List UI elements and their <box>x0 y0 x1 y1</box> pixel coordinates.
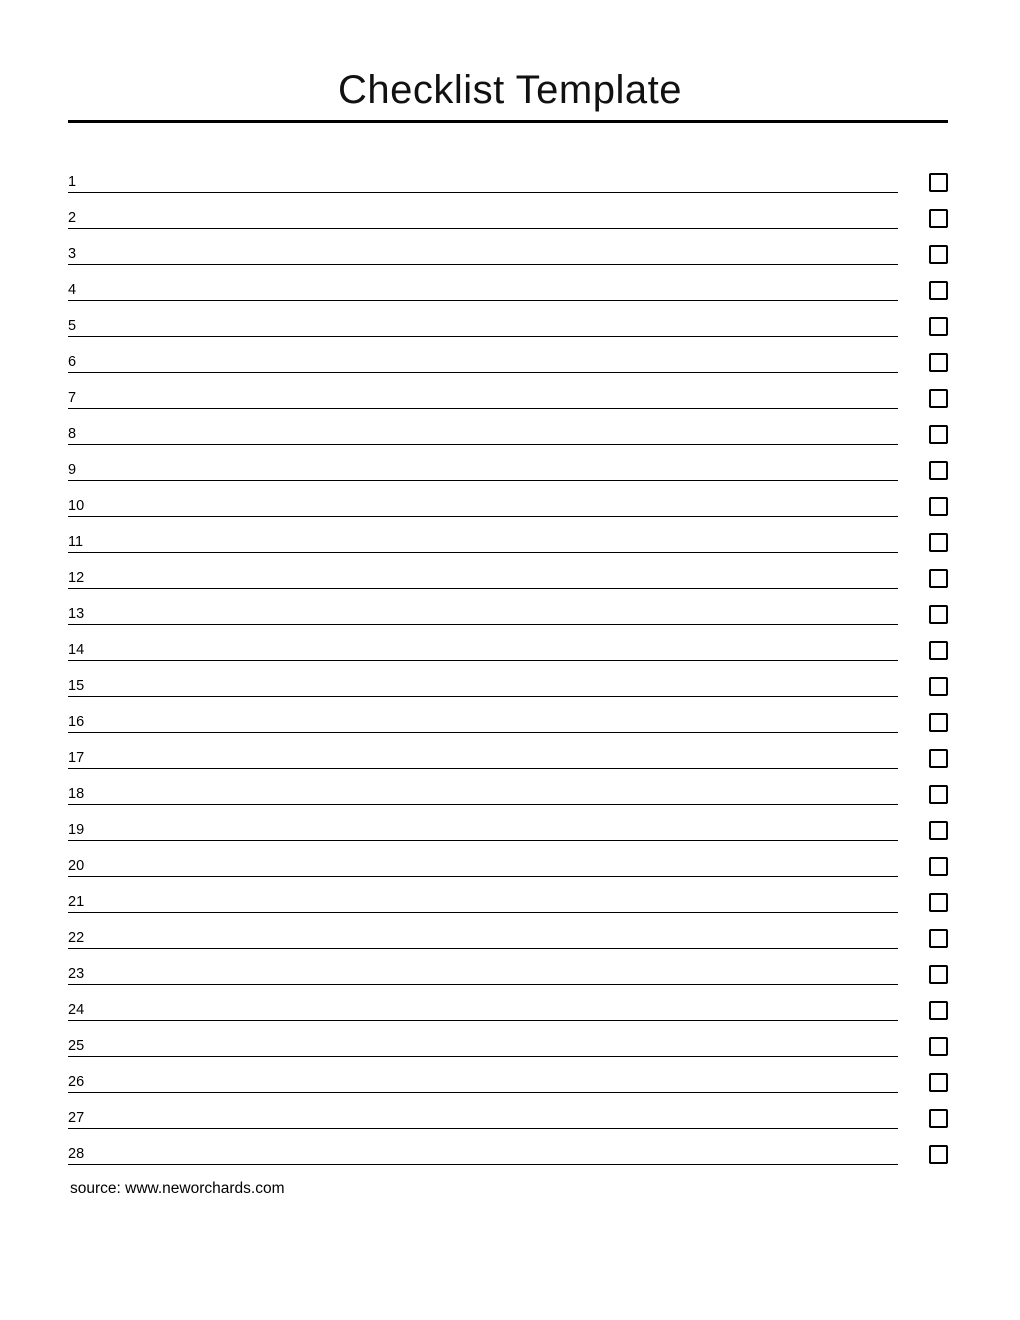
row-checkbox-cell <box>898 785 948 805</box>
checkbox-icon[interactable] <box>929 1037 948 1056</box>
checkbox-icon[interactable] <box>929 425 948 444</box>
checkbox-icon[interactable] <box>929 569 948 588</box>
checklist-row-line <box>68 921 898 949</box>
row-number: 15 <box>68 677 85 694</box>
table-row <box>68 1093 948 1129</box>
row-number: 1 <box>68 173 77 190</box>
checkbox-icon[interactable] <box>929 281 948 300</box>
row-checkbox-cell <box>898 533 948 553</box>
checklist-row-line <box>68 813 898 841</box>
row-text-field[interactable] <box>92 165 898 192</box>
table-row <box>68 589 948 625</box>
checklist-row-line <box>68 1029 898 1057</box>
checkbox-icon[interactable] <box>929 1145 948 1164</box>
checklist-row-line <box>68 417 898 445</box>
checkbox-icon[interactable] <box>929 929 948 948</box>
row-checkbox-cell <box>898 1073 948 1093</box>
row-number: 27 <box>68 1109 85 1126</box>
row-number: 21 <box>68 893 85 910</box>
checklist-row-line <box>68 849 898 877</box>
row-number: 5 <box>68 317 77 334</box>
checkbox-icon[interactable] <box>929 857 948 876</box>
checklist-rows <box>68 157 948 1165</box>
row-text-field[interactable] <box>92 633 898 660</box>
checklist-row-line <box>68 777 898 805</box>
table-row <box>68 157 948 193</box>
row-number: 14 <box>68 641 85 658</box>
row-checkbox-cell <box>898 569 948 589</box>
row-text-field[interactable] <box>92 273 898 300</box>
row-number: 6 <box>68 353 77 370</box>
row-text-field[interactable] <box>92 957 898 984</box>
checkbox-icon[interactable] <box>929 965 948 984</box>
title-divider <box>68 120 948 123</box>
table-row <box>68 841 948 877</box>
row-text-field[interactable] <box>92 309 898 336</box>
source-note: source: www.neworchards.com <box>70 1180 285 1197</box>
table-row <box>68 877 948 913</box>
table-row <box>68 769 948 805</box>
row-checkbox-cell <box>898 713 948 733</box>
checklist-row-line <box>68 237 898 265</box>
row-text-field[interactable] <box>92 705 898 732</box>
table-row <box>68 553 948 589</box>
row-text-field[interactable] <box>92 993 898 1020</box>
row-checkbox-cell <box>898 749 948 769</box>
row-number: 20 <box>68 857 85 874</box>
table-row <box>68 445 948 481</box>
checklist-row-line <box>68 741 898 769</box>
row-checkbox-cell <box>898 857 948 877</box>
table-row <box>68 949 948 985</box>
row-checkbox-cell <box>898 425 948 445</box>
checkbox-icon[interactable] <box>929 353 948 372</box>
row-checkbox-cell <box>898 1001 948 1021</box>
row-checkbox-cell <box>898 929 948 949</box>
checkbox-icon[interactable] <box>929 209 948 228</box>
checkbox-icon[interactable] <box>929 173 948 192</box>
checklist-row-line <box>68 381 898 409</box>
row-number: 26 <box>68 1073 85 1090</box>
row-checkbox-cell <box>898 1145 948 1165</box>
table-row <box>68 697 948 733</box>
checklist-row-line <box>68 705 898 733</box>
checkbox-icon[interactable] <box>929 389 948 408</box>
row-text-field[interactable] <box>92 237 898 264</box>
table-row <box>68 409 948 445</box>
row-text-field[interactable] <box>92 1101 898 1128</box>
table-row <box>68 481 948 517</box>
checklist-row-line <box>68 885 898 913</box>
row-number: 25 <box>68 1037 85 1054</box>
checkbox-icon[interactable] <box>929 1001 948 1020</box>
checkbox-icon[interactable] <box>929 1109 948 1128</box>
row-text-field[interactable] <box>92 777 898 804</box>
row-text-field[interactable] <box>92 381 898 408</box>
row-number: 22 <box>68 929 85 946</box>
row-checkbox-cell <box>898 209 948 229</box>
row-text-field[interactable] <box>92 849 898 876</box>
checkbox-icon[interactable] <box>929 533 948 552</box>
table-row <box>68 337 948 373</box>
checklist-row-line <box>68 561 898 589</box>
table-row <box>68 265 948 301</box>
row-checkbox-cell <box>898 353 948 373</box>
table-row <box>68 301 948 337</box>
checkbox-icon[interactable] <box>929 713 948 732</box>
checklist-row-line <box>68 1065 898 1093</box>
row-number: 16 <box>68 713 85 730</box>
checklist-row-line <box>68 165 898 193</box>
table-row <box>68 661 948 697</box>
row-number: 8 <box>68 425 77 442</box>
row-number: 24 <box>68 1001 85 1018</box>
table-row <box>68 193 948 229</box>
row-checkbox-cell <box>898 317 948 337</box>
checklist-row-line <box>68 633 898 661</box>
checkbox-icon[interactable] <box>929 461 948 480</box>
checkbox-icon[interactable] <box>929 605 948 624</box>
checkbox-icon[interactable] <box>929 677 948 696</box>
row-text-field[interactable] <box>92 525 898 552</box>
row-text-field[interactable] <box>92 417 898 444</box>
table-row <box>68 1057 948 1093</box>
checkbox-icon[interactable] <box>929 497 948 516</box>
row-number: 13 <box>68 605 85 622</box>
checklist-row-line <box>68 489 898 517</box>
row-text-field[interactable] <box>92 1029 898 1056</box>
row-text-field[interactable] <box>92 669 898 696</box>
checkbox-icon[interactable] <box>929 1073 948 1092</box>
checkbox-icon[interactable] <box>929 749 948 768</box>
checklist-row-line <box>68 1101 898 1129</box>
row-text-field[interactable] <box>92 345 898 372</box>
table-row <box>68 913 948 949</box>
page-title: Checklist Template <box>338 68 682 112</box>
row-number: 10 <box>68 497 85 514</box>
row-number: 28 <box>68 1145 85 1162</box>
checklist-row-line <box>68 309 898 337</box>
table-row <box>68 805 948 841</box>
checkbox-icon[interactable] <box>929 893 948 912</box>
checklist-row-line <box>68 597 898 625</box>
row-checkbox-cell <box>898 965 948 985</box>
row-text-field[interactable] <box>92 1065 898 1092</box>
row-text-field[interactable] <box>92 813 898 840</box>
row-text-field[interactable] <box>92 741 898 768</box>
row-text-field[interactable] <box>92 885 898 912</box>
checklist-row-line <box>68 201 898 229</box>
row-checkbox-cell <box>898 461 948 481</box>
row-number: 3 <box>68 245 77 262</box>
row-checkbox-cell <box>898 245 948 265</box>
checklist-row-line <box>68 957 898 985</box>
row-checkbox-cell <box>898 641 948 661</box>
row-checkbox-cell <box>898 605 948 625</box>
row-checkbox-cell <box>898 173 948 193</box>
table-row <box>68 1021 948 1057</box>
checkbox-icon[interactable] <box>929 785 948 804</box>
row-number: 17 <box>68 749 85 766</box>
row-checkbox-cell <box>898 497 948 517</box>
checkbox-icon[interactable] <box>929 641 948 660</box>
checkbox-icon[interactable] <box>929 245 948 264</box>
row-number: 11 <box>68 533 84 550</box>
row-text-field[interactable] <box>92 453 898 480</box>
table-row <box>68 373 948 409</box>
row-checkbox-cell <box>898 1109 948 1129</box>
row-number: 2 <box>68 209 77 226</box>
row-text-field[interactable] <box>92 921 898 948</box>
row-text-field[interactable] <box>92 489 898 516</box>
row-number: 23 <box>68 965 85 982</box>
checklist-row-line <box>68 1137 898 1165</box>
row-checkbox-cell <box>898 281 948 301</box>
row-text-field[interactable] <box>92 1137 898 1164</box>
row-number: 7 <box>68 389 77 406</box>
row-number: 9 <box>68 461 77 478</box>
checklist-row-line <box>68 345 898 373</box>
row-text-field[interactable] <box>92 561 898 588</box>
table-row <box>68 625 948 661</box>
row-number: 4 <box>68 281 77 298</box>
row-checkbox-cell <box>898 389 948 409</box>
checkbox-icon[interactable] <box>929 821 948 840</box>
table-row <box>68 985 948 1021</box>
row-checkbox-cell <box>898 821 948 841</box>
checklist-row-line <box>68 453 898 481</box>
checklist-row-line <box>68 669 898 697</box>
checklist-row-line <box>68 273 898 301</box>
row-checkbox-cell <box>898 677 948 697</box>
checkbox-icon[interactable] <box>929 317 948 336</box>
row-number: 19 <box>68 821 85 838</box>
checklist-row-line <box>68 525 898 553</box>
row-text-field[interactable] <box>92 597 898 624</box>
table-row <box>68 1129 948 1165</box>
row-number: 18 <box>68 785 85 802</box>
checklist-row-line <box>68 993 898 1021</box>
table-row <box>68 229 948 265</box>
row-checkbox-cell <box>898 1037 948 1057</box>
row-number: 12 <box>68 569 85 586</box>
row-checkbox-cell <box>898 893 948 913</box>
table-row <box>68 733 948 769</box>
table-row <box>68 517 948 553</box>
row-text-field[interactable] <box>92 201 898 228</box>
